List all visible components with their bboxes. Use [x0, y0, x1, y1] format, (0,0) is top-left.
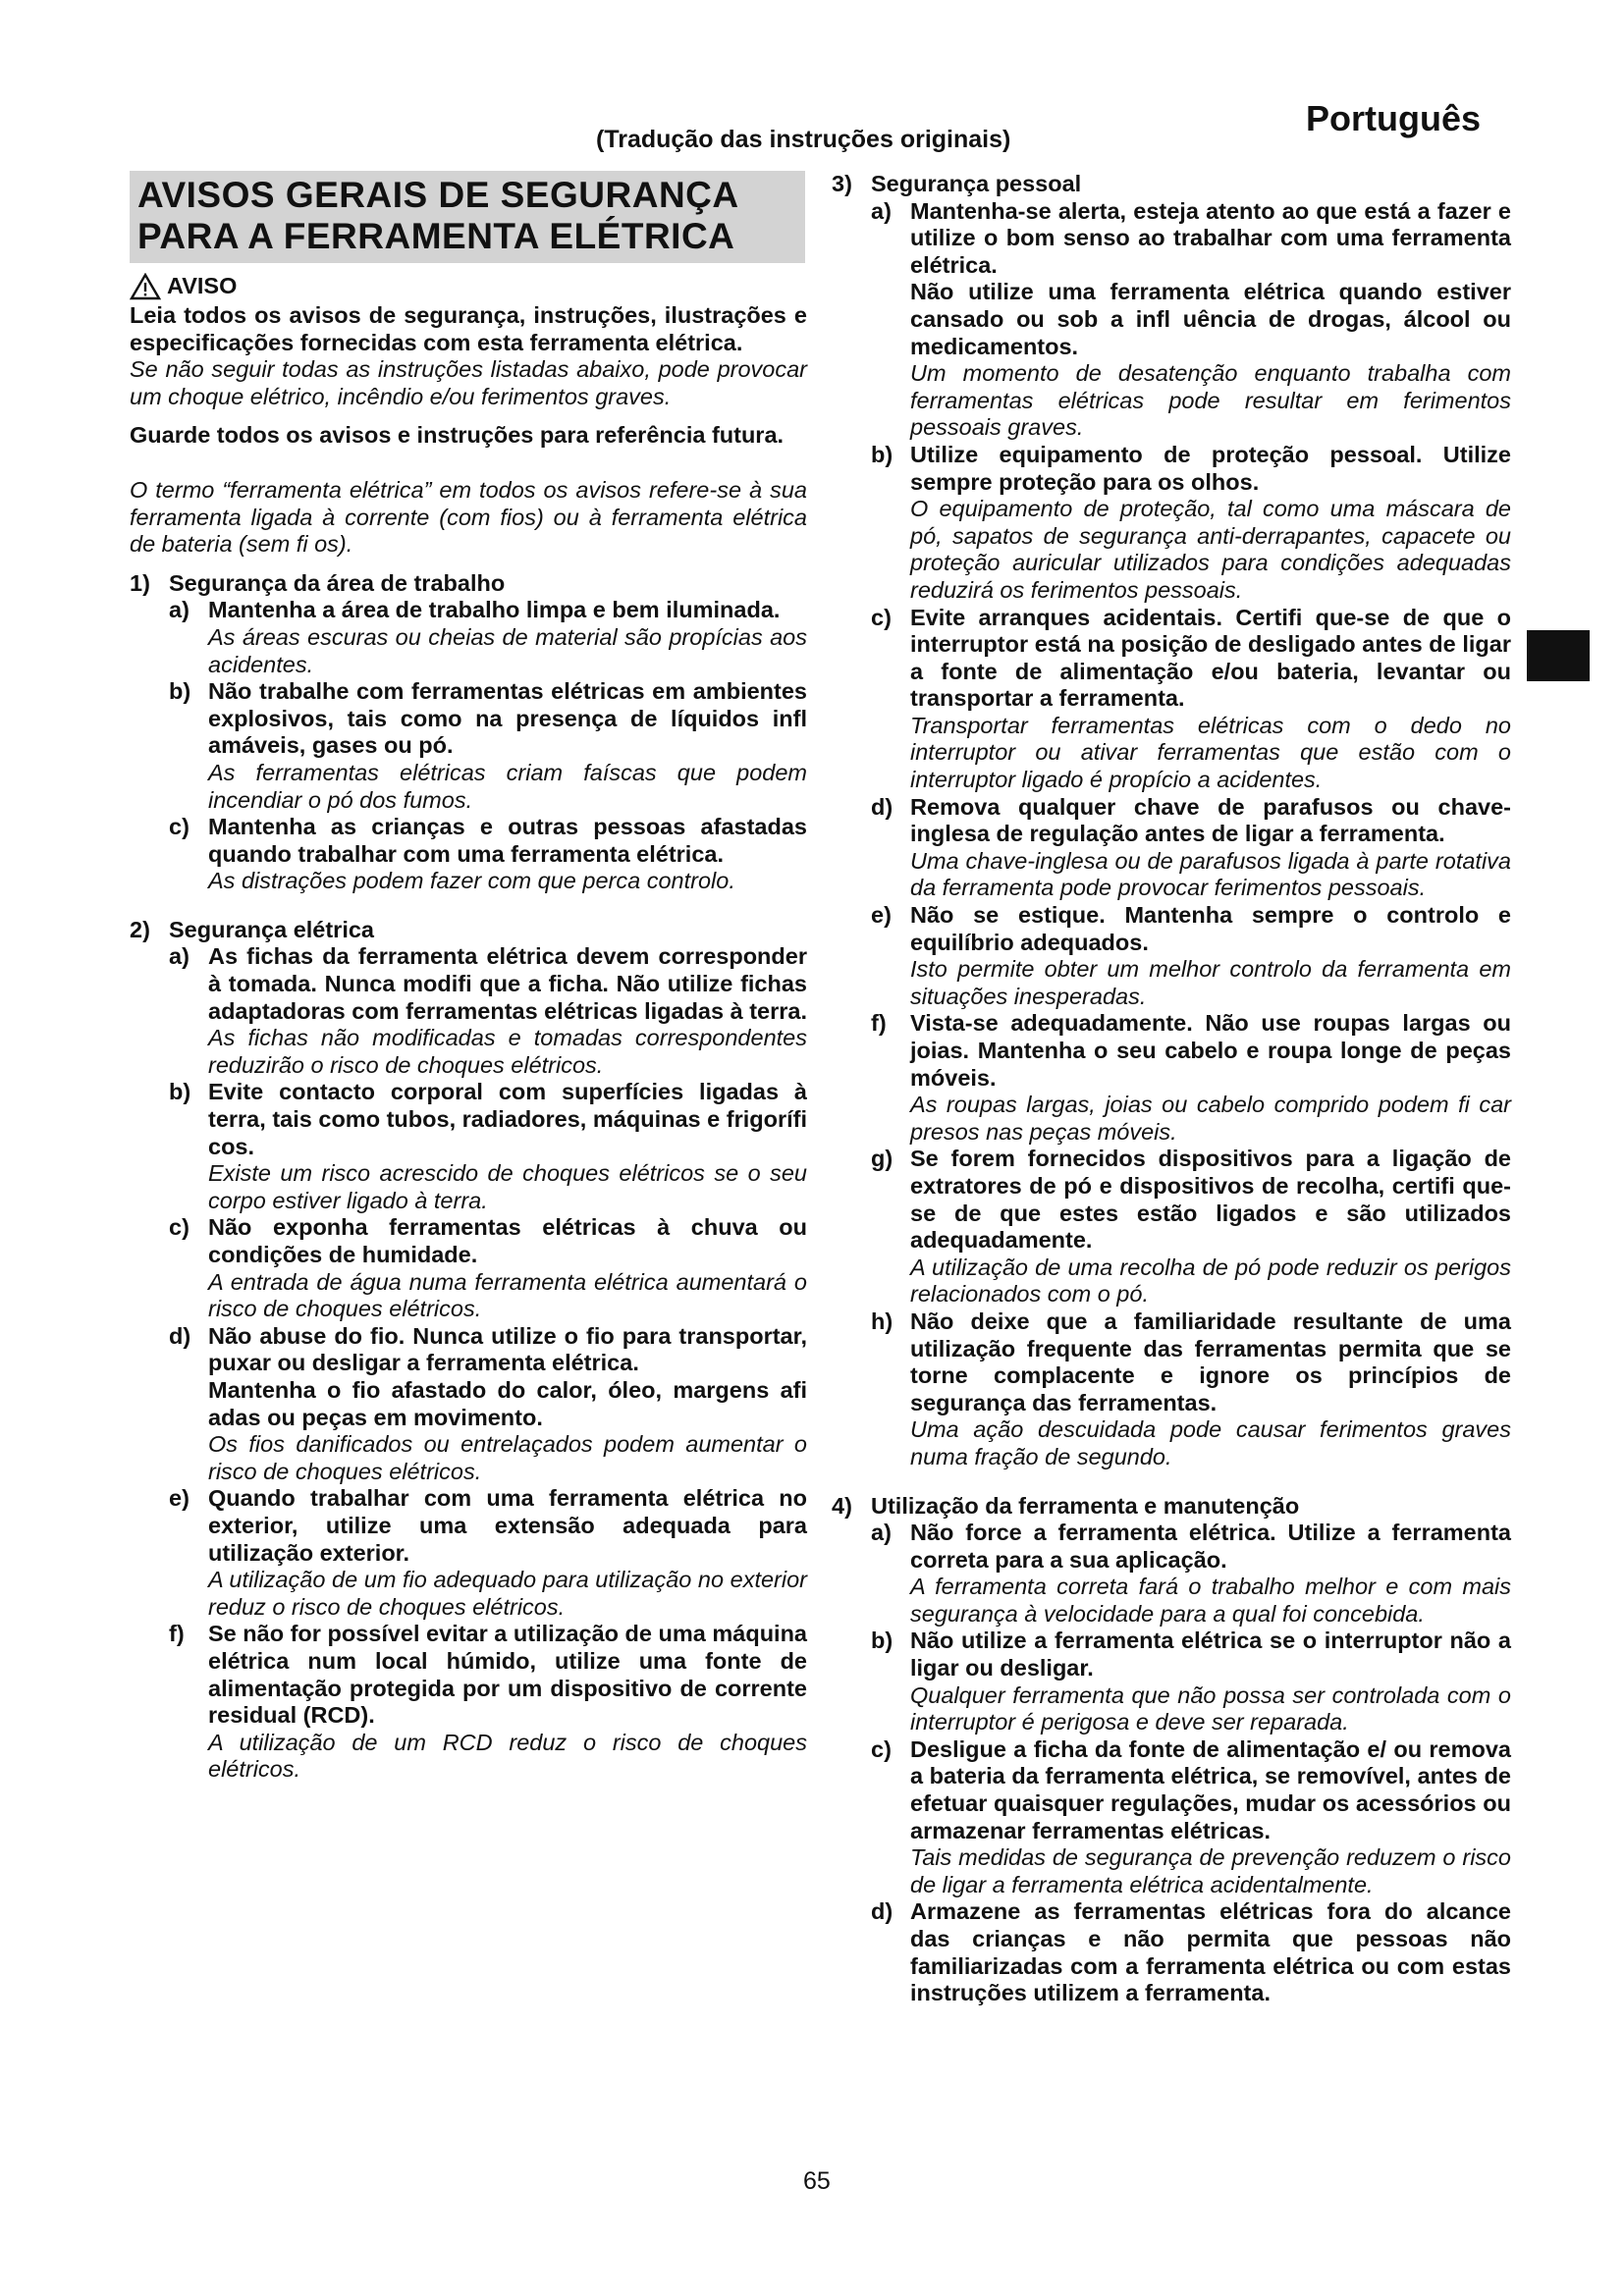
section-2-heading: [130, 917, 807, 944]
translation-subtitle: (Tradução das instruções originais): [596, 126, 1011, 153]
list-item: [169, 1079, 807, 1160]
item-note: Tais medidas de segurança de prevenção reduzem o risco de ligar a ferramenta elétrica acidentalmente.: [910, 1844, 1511, 1897]
item-text: Quando trabalhar com uma ferramenta elétrica no exterior, utilize uma extensão adequada para utilização exterior.: [208, 1485, 807, 1566]
warning-heading: [130, 273, 807, 300]
section-title-box: [130, 171, 805, 263]
item-note: Qualquer ferramenta que não possa ser controlada com o interruptor é perigosa e deve ser reparada.: [910, 1682, 1511, 1735]
title-line-1: AVISOS GERAIS DE SEGURANÇA: [137, 175, 739, 215]
item-letter: d): [169, 1322, 191, 1349]
section-number: 2): [130, 916, 150, 942]
item-letter: g): [871, 1146, 893, 1172]
list-item: [871, 1520, 1511, 1574]
list-item: [871, 1898, 1511, 2006]
item-extra: Mantenha o fio afastado do calor, óleo, margens afi adas ou peças em movimento.: [208, 1376, 807, 1430]
item-note: Um momento de desatenção enquanto trabalha com ferramentas elétricas pode resultar em ferimentos pessoais graves.: [910, 360, 1511, 441]
item-extra: Não utilize uma ferramenta elétrica quando estiver cansado ou sob a infl uência de drogas, álcool ou medicamentos.: [910, 279, 1511, 359]
list-item: [871, 1146, 1511, 1254]
item-letter: f): [871, 1010, 887, 1037]
item-note: Os fios danificados ou entrelaçados podem aumentar o risco de choques elétricos.: [208, 1431, 807, 1484]
section-title: Utilização da ferramenta e manutenção: [871, 1492, 1300, 1519]
section-3-heading: [832, 171, 1511, 198]
item-text: Evite contacto corporal com superfícies ligadas à terra, tais como tubos, radiadores, máquinas e frigorífi cos.: [208, 1079, 807, 1159]
section-title: Segurança pessoal: [871, 171, 1082, 196]
item-letter: b): [871, 441, 893, 467]
item-note: As distrações podem fazer com que perca controlo.: [208, 868, 735, 894]
item-text: Não deixe que a familiaridade resultante de uma utilização frequente das ferramentas permita que se torne complacente e ignore os princípios de segurança das ferramentas.: [910, 1308, 1511, 1415]
item-text: Se forem fornecidos dispositivos para a ligação de extratores de pó e dispositivos de recolha, certifi que-se de que estes estão ligados e são utilizados adequadamente.: [910, 1146, 1511, 1254]
section-number: 3): [832, 171, 852, 196]
item-text: Utilize equipamento de proteção pessoal. Utilize sempre proteção para os olhos.: [910, 441, 1511, 495]
item-letter: a): [871, 197, 892, 224]
list-item: [169, 814, 807, 868]
section-number: 4): [832, 1492, 852, 1519]
item-letter: d): [871, 1898, 893, 1925]
item-letter: a): [871, 1520, 892, 1546]
list-item: [169, 1485, 807, 1567]
item-letter: c): [169, 814, 189, 840]
item-note: A utilização de um RCD reduz o risco de choques elétricos.: [208, 1729, 807, 1783]
item-note: A entrada de água numa ferramenta elétrica aumentará o risco de choques elétricos.: [208, 1268, 807, 1322]
language-tab-marker: [1527, 630, 1590, 681]
right-column: [832, 171, 1511, 2007]
item-text: As fichas da ferramenta elétrica devem corresponder à tomada. Nunca modifi que a ficha. Não utilize fichas adaptadoras com ferramentas elétricas ligadas à terra.: [208, 943, 807, 1024]
list-item: [871, 605, 1511, 713]
warning-label: AVISO: [167, 273, 238, 299]
item-text: Não exponha ferramentas elétricas à chuva ou condições de humidade.: [208, 1214, 807, 1267]
list-item: [871, 198, 1511, 280]
item-letter: b): [169, 1079, 191, 1105]
item-letter: a): [169, 597, 189, 623]
item-note: Uma ação descuidada pode causar ferimentos graves numa fração de segundo.: [910, 1416, 1511, 1469]
item-text: Mantenha a área de trabalho limpa e bem iluminada.: [208, 597, 781, 623]
item-text: Evite arranques acidentais. Certifi que-se de que o interruptor está na posição de desligado antes de ligar a fonte de alimentação e/ou bateria, levantar ou transportar a ferramenta.: [910, 604, 1511, 712]
item-note: A utilização de uma recolha de pó pode reduzir os perigos relacionados com o pó.: [910, 1254, 1511, 1308]
section-title: Segurança da área de trabalho: [169, 569, 506, 596]
item-text: Se não for possível evitar a utilização de uma máquina elétrica num local húmido, utilize uma fonte de alimentação protegida por um dispositivo de corrente residual (RCD).: [208, 1621, 807, 1729]
item-text: Vista-se adequadamente. Não use roupas largas ou joias. Mantenha o seu cabelo e roupa longe de peças móveis.: [910, 1010, 1511, 1091]
section-4-heading: [832, 1493, 1511, 1521]
left-column: [130, 171, 807, 1784]
item-note: As áreas escuras ou cheias de material são propícias aos acidentes.: [208, 623, 807, 677]
list-item: [169, 943, 807, 1025]
list-item: [871, 794, 1511, 848]
list-item: [169, 597, 807, 624]
item-text: Não force a ferramenta elétrica. Utilize a ferramenta correta para a sua aplicação.: [910, 1520, 1511, 1573]
intro-italic: Se não seguir todas as instruções listadas abaixo, pode provocar um choque elétrico, incêndio e/ou ferimentos graves.: [130, 356, 807, 409]
item-note: As roupas largas, joias ou cabelo comprido podem fi car presos nas peças móveis.: [910, 1092, 1511, 1145]
list-item: [871, 1736, 1511, 1844]
list-item: [169, 678, 807, 760]
section-1-heading: [130, 570, 807, 598]
item-text: Não trabalhe com ferramentas elétricas em ambientes explosivos, tais como na presença de líquidos infl amáveis, gases ou pó.: [208, 678, 807, 759]
item-letter: c): [871, 604, 892, 630]
item-letter: f): [169, 1621, 185, 1647]
item-letter: e): [871, 902, 892, 929]
list-item: [169, 1323, 807, 1377]
list-item: [169, 1214, 807, 1268]
item-text: Não utilize a ferramenta elétrica se o interruptor não a ligar ou desligar.: [910, 1628, 1511, 1682]
list-item: [871, 1308, 1511, 1416]
list-item: [871, 1628, 1511, 1682]
item-letter: b): [871, 1628, 893, 1654]
term-definition: O termo “ferramenta elétrica” em todos os avisos refere-se à sua ferramenta ligada à corrente (com fios) ou à ferramenta elétrica de bateria (sem fi os).: [130, 476, 807, 558]
item-note: A ferramenta correta fará o trabalho melhor e com mais segurança à velocidade para a qual foi concebida.: [910, 1574, 1511, 1627]
item-note: A utilização de um fio adequado para utilização no exterior reduz o risco de choques elétricos.: [208, 1567, 807, 1620]
item-letter: h): [871, 1308, 893, 1334]
list-item: [871, 902, 1511, 956]
item-letter: a): [169, 943, 189, 970]
item-note: As ferramentas elétricas criam faíscas que podem incendiar o pó dos fumos.: [208, 759, 807, 813]
section-title: Segurança elétrica: [169, 916, 374, 942]
item-text: Não abuse do fio. Nunca utilize o fio para transportar, puxar ou desligar a ferramenta elétrica.: [208, 1322, 807, 1376]
item-note: O equipamento de proteção, tal como uma máscara de pó, sapatos de segurança anti-derrapantes, capacete ou proteção auricular utilizados para condições adequadas reduzirá os ferimentos pessoais.: [910, 496, 1511, 603]
item-text: Não se estique. Mantenha sempre o controlo e equilíbrio adequados.: [910, 902, 1511, 955]
item-text: Desligue a ficha da fonte de alimentação e/ ou remova a bateria da ferramenta elétrica, se removível, antes de efetuar quaisquer regulações, mudar os acessórios ou armazenar ferramentas elétricas.: [910, 1735, 1511, 1843]
intro-bold: Leia todos os avisos de segurança, instruções, ilustrações e especificações fornecidas com esta ferramenta elétrica.: [130, 302, 807, 355]
list-item: [871, 442, 1511, 496]
list-item: [871, 1010, 1511, 1092]
item-note: Transportar ferramentas elétricas com o dedo no interruptor ou ativar ferramentas que estão com o interruptor ligado é propício a acidentes.: [910, 712, 1511, 793]
item-text: Mantenha as crianças e outras pessoas afastadas quando trabalhar com uma ferramenta elétrica.: [208, 814, 807, 867]
warning-triangle-icon: [130, 273, 161, 300]
item-letter: d): [871, 793, 893, 820]
keep-instructions: Guarde todos os avisos e instruções para referência futura.: [130, 422, 785, 449]
item-letter: b): [169, 678, 191, 705]
page-number: 65: [803, 2167, 831, 2195]
item-note: As fichas não modificadas e tomadas correspondentes reduzirão o risco de choques elétricos.: [208, 1025, 807, 1078]
item-letter: c): [871, 1735, 892, 1762]
item-letter: e): [169, 1485, 189, 1512]
item-letter: c): [169, 1214, 189, 1241]
item-note: Isto permite obter um melhor controlo da ferramenta em situações inesperadas.: [910, 956, 1511, 1009]
item-text: Mantenha-se alerta, esteja atento ao que está a fazer e utilize o bom senso ao trabalhar com uma ferramenta elétrica.: [910, 197, 1511, 278]
list-item: [169, 1621, 807, 1729]
item-note: Existe um risco acrescido de choques elétricos se o seu corpo estiver ligado à terra.: [208, 1160, 807, 1213]
item-text: Armazene as ferramentas elétricas fora do alcance das crianças e não permita que pessoas não familiarizadas com a ferramenta elétrica ou com estas instruções utilizem a ferramenta.: [910, 1898, 1511, 2006]
item-text: Remova qualquer chave de parafusos ou chave-inglesa de regulação antes de ligar a ferramenta.: [910, 793, 1511, 847]
item-note: Uma chave-inglesa ou de parafusos ligada à parte rotativa da ferramenta pode provocar ferimentos pessoais.: [910, 847, 1511, 901]
title-line-2: PARA A FERRAMENTA ELÉTRICA: [137, 216, 735, 256]
language-label: Português: [1306, 98, 1482, 138]
section-number: 1): [130, 569, 150, 596]
